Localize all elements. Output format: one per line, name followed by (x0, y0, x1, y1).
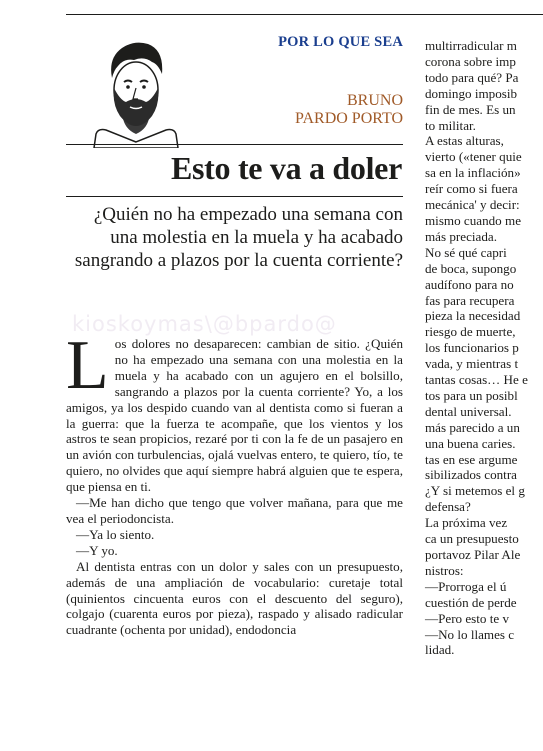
column-2-line: fin de mes. Es un (425, 101, 516, 117)
author-portrait-illustration (86, 30, 186, 148)
column-2-line: todo para qué? Pa (425, 69, 519, 85)
column-2-line: sa en la inflación» (425, 165, 521, 181)
column-2-line: La próxima vez (425, 515, 508, 531)
top-rule (66, 14, 543, 15)
column-2-line: —No lo llames c (425, 626, 515, 642)
title-rule-top (66, 144, 403, 145)
paragraph-2: —Me han dicho que tengo que volver mañana, para que me vea el periodoncista. (66, 495, 403, 526)
column-2-line: domingo imposib (425, 85, 518, 101)
column-2-line: vierto («tener quie (425, 149, 522, 165)
author-first-name: BRUNO (346, 92, 403, 109)
column-2-line: —Pero esto te v (425, 610, 510, 626)
paragraph-1-text: os dolores no desaparecen: cambian de sitio. ¿Quién no ha empezado una semana con una molestia en la muela y ha acabado con un agujero en el bolsillo, sangrando a plazos por la cuenta corriente? Yo, a los amigos, ya los despido cuando van al dentista como si fueran a la guerra: que la fuerza te acompañe, que los vientos y los astros te sean propicios, rezaré por ti con la fe de un pasajero en un avión con turbulencias, ojalá vuelvas entero, te quiero, tío, te quiero, no olvides que aquí siempre habrá alguien que te espera, que piensa en ti. (66, 336, 403, 495)
column-2-line: mecánica' y decir: (425, 197, 520, 213)
column-2-line: tas en ese argume (425, 451, 518, 467)
column-2-line: cuestión de perde (425, 594, 517, 610)
column-2-line: dental universal. (425, 403, 512, 419)
column-2-line: —Prorroga el ú (425, 578, 507, 594)
column-2-line: pieza la necesidad (425, 308, 521, 324)
paragraph-3: —Ya lo siento. (76, 526, 155, 542)
article-title: Esto te va a doler (170, 150, 402, 186)
column-2-line: los funcionarios p (425, 340, 519, 356)
column-2-line: nistros: (425, 562, 464, 578)
article-subtitle: ¿Quién no ha empezado una semana con una molestia en la muela y ha acabado sangrando a plazos por la cuenta corriente? (74, 204, 403, 271)
author-byline (295, 92, 403, 128)
column-2-line: ca un presupuesto (425, 531, 519, 547)
column-2-line: reír como si fuera (425, 181, 518, 197)
column-2-line: de boca, supongo (425, 260, 517, 276)
column-2-line: mismo cuando me (425, 212, 522, 228)
column-2-line: defensa? (425, 499, 471, 515)
watermark: kioskoymas\@bpardo@ (72, 312, 337, 336)
article-body (66, 327, 403, 638)
column-2-line: multirradicular m (425, 38, 517, 53)
section-label: POR LO QUE SEA (278, 34, 403, 50)
column-2-line: vada, y mientras t (425, 356, 519, 372)
title-rule-bottom (66, 196, 403, 197)
column-2-line: tos para un posibl (425, 387, 518, 403)
column-2-line: audífono para no (425, 276, 514, 292)
column-2-line: No sé qué capri (425, 244, 507, 260)
column-2-line: portavoz Pilar Ale (425, 547, 521, 562)
column-2-line: ¿Y si metemos el g (425, 483, 525, 499)
column-2-line: sibilizados contra (425, 467, 517, 483)
paragraph-4: —Y yo. (76, 542, 118, 558)
column-2-line: más parecido a un (425, 419, 520, 435)
column-2-line: tantas cosas… He e (425, 372, 528, 388)
paragraph-1 (66, 327, 403, 495)
column-2-line: lidad. (425, 642, 455, 658)
paragraph-5: Al dentista entras con un dolor y sales con un presupuesto, además de una ampliación de vocabulario: curetaje total (quinientos cincuenta euros con el descuento del seguro), colgajo (cuarenta euros por pieza), raspado y alisado radicular cuadrante (ochenta por unidad), endodoncia (66, 558, 403, 638)
drop-cap: L (66, 327, 109, 404)
column-2-line: A estas alturas, (425, 133, 504, 149)
column-2-line: corona sobre imp (425, 53, 516, 69)
column-2-line: fas para recupera (425, 292, 515, 308)
column-2-line: to militar. (425, 117, 476, 133)
column-2-line: riesgo de muerte, (425, 324, 516, 340)
column-2-line: una buena caries. (425, 435, 516, 451)
article-column-2 (425, 38, 543, 658)
column-2-line: más preciada. (425, 228, 497, 244)
author-last-name: PARDO PORTO (295, 110, 403, 127)
